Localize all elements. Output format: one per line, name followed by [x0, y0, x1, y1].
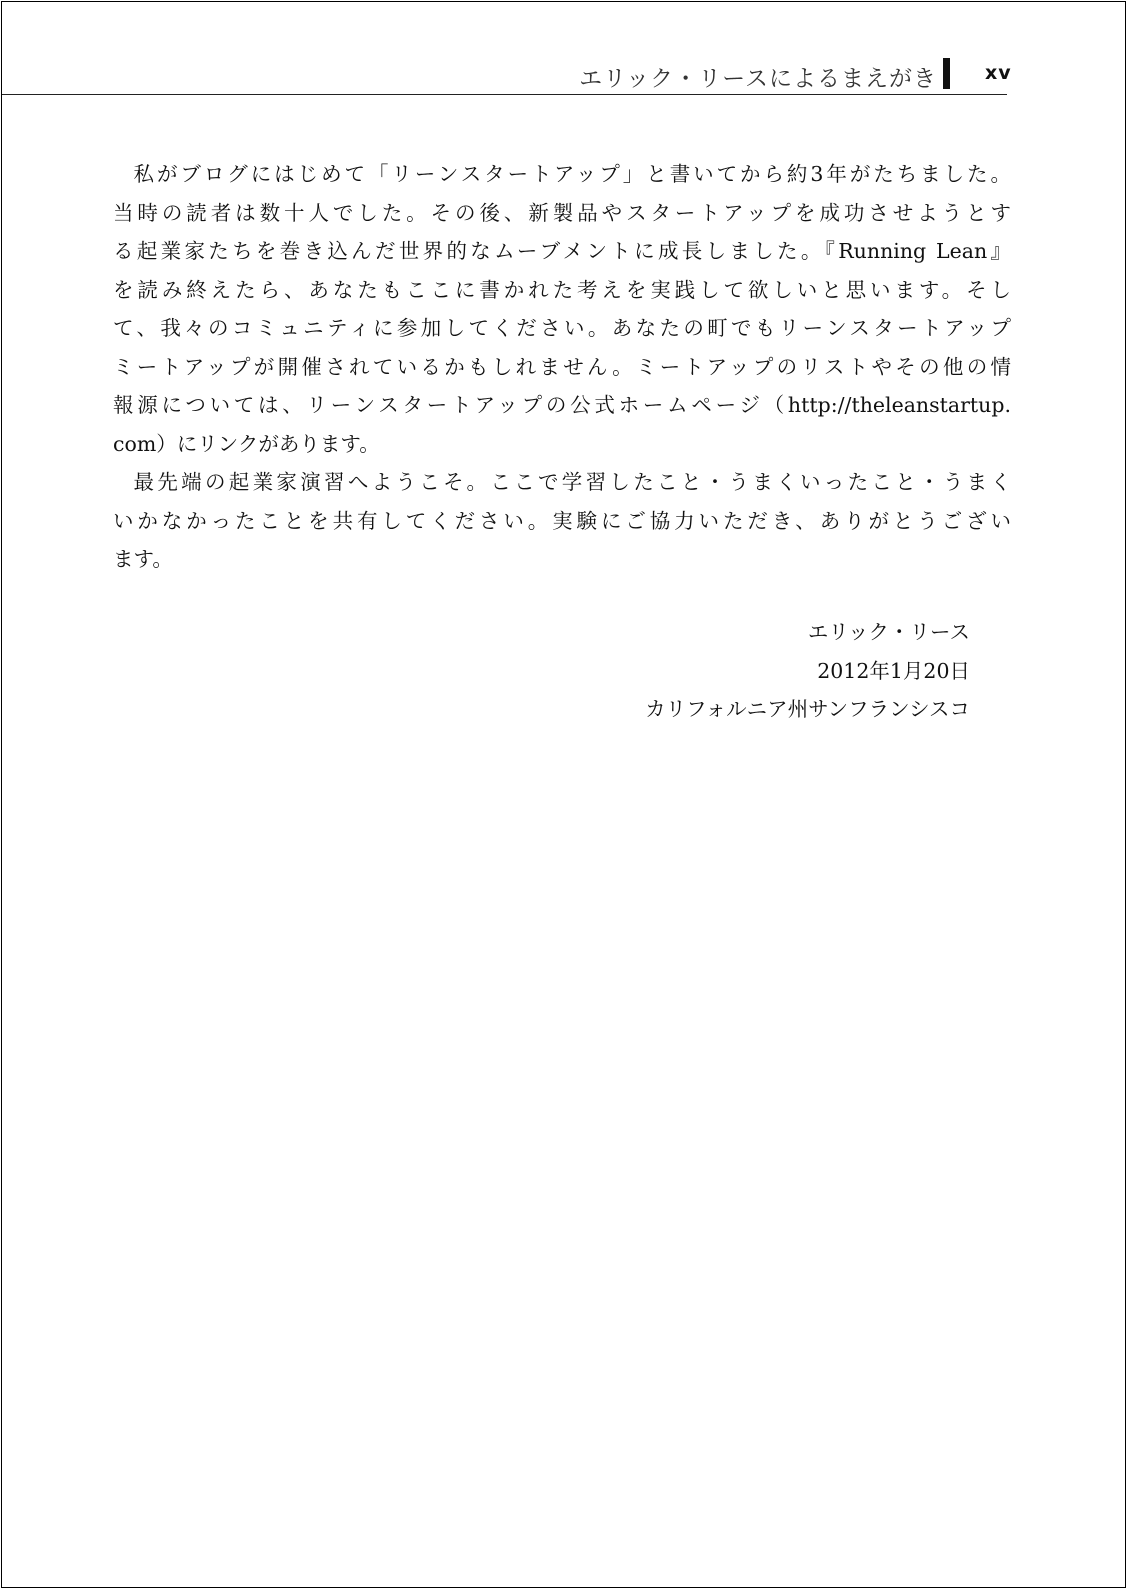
body-text [113, 155, 1011, 579]
text-line: 最先端の起業家演習へようこそ。ここで学習したこと・うまくいったこと・うまく [133, 470, 1011, 494]
signature-place: カリフォルニア州サンフランシスコ [645, 697, 970, 721]
signature-block [645, 613, 970, 729]
header-divider-bar [943, 58, 950, 89]
text-line: て、我々のコミュニティに参加してください。あなたの町でもリーンスタートアップ [113, 316, 1011, 340]
running-header [2, 62, 1012, 95]
text-line: ます。 [113, 547, 173, 571]
text-line: com）にリンクがあります。 [113, 431, 380, 456]
signature-name: エリック・リース [807, 620, 970, 644]
page-number: xv [985, 62, 1012, 84]
signature-date: 2012年1月20日 [817, 658, 970, 683]
paragraph-1 [113, 155, 1011, 463]
header-title: エリック・リースによるまえがき [579, 66, 937, 92]
text-line: を読み終えたら、あなたもここに書かれた考えを実践して欲しいと思います。そし [113, 277, 1011, 302]
text-line: 私がブログにはじめて「リーンスタートアップ」と書いてから約3年がたちました。 [133, 162, 1011, 186]
text-line: いかなかったことを共有してください。実験にご協力いただき、ありがとうござい [113, 508, 1011, 533]
text-line: 当時の読者は数十人でした。その後、新製品やスタートアップを成功させようとす [113, 200, 1011, 225]
text-line: 報源については、リーンスタートアップの公式ホームページ（http://theleanstartup. [113, 393, 1011, 417]
text-line: ミートアップが開催されているかもしれません。ミートアップのリストやその他の情 [113, 354, 1011, 379]
text-line: る起業家たちを巻き込んだ世界的なムーブメントに成長しました。『Running Lean』 [113, 239, 1011, 263]
paragraph-2 [113, 463, 1011, 579]
page [1, 1, 1126, 1588]
